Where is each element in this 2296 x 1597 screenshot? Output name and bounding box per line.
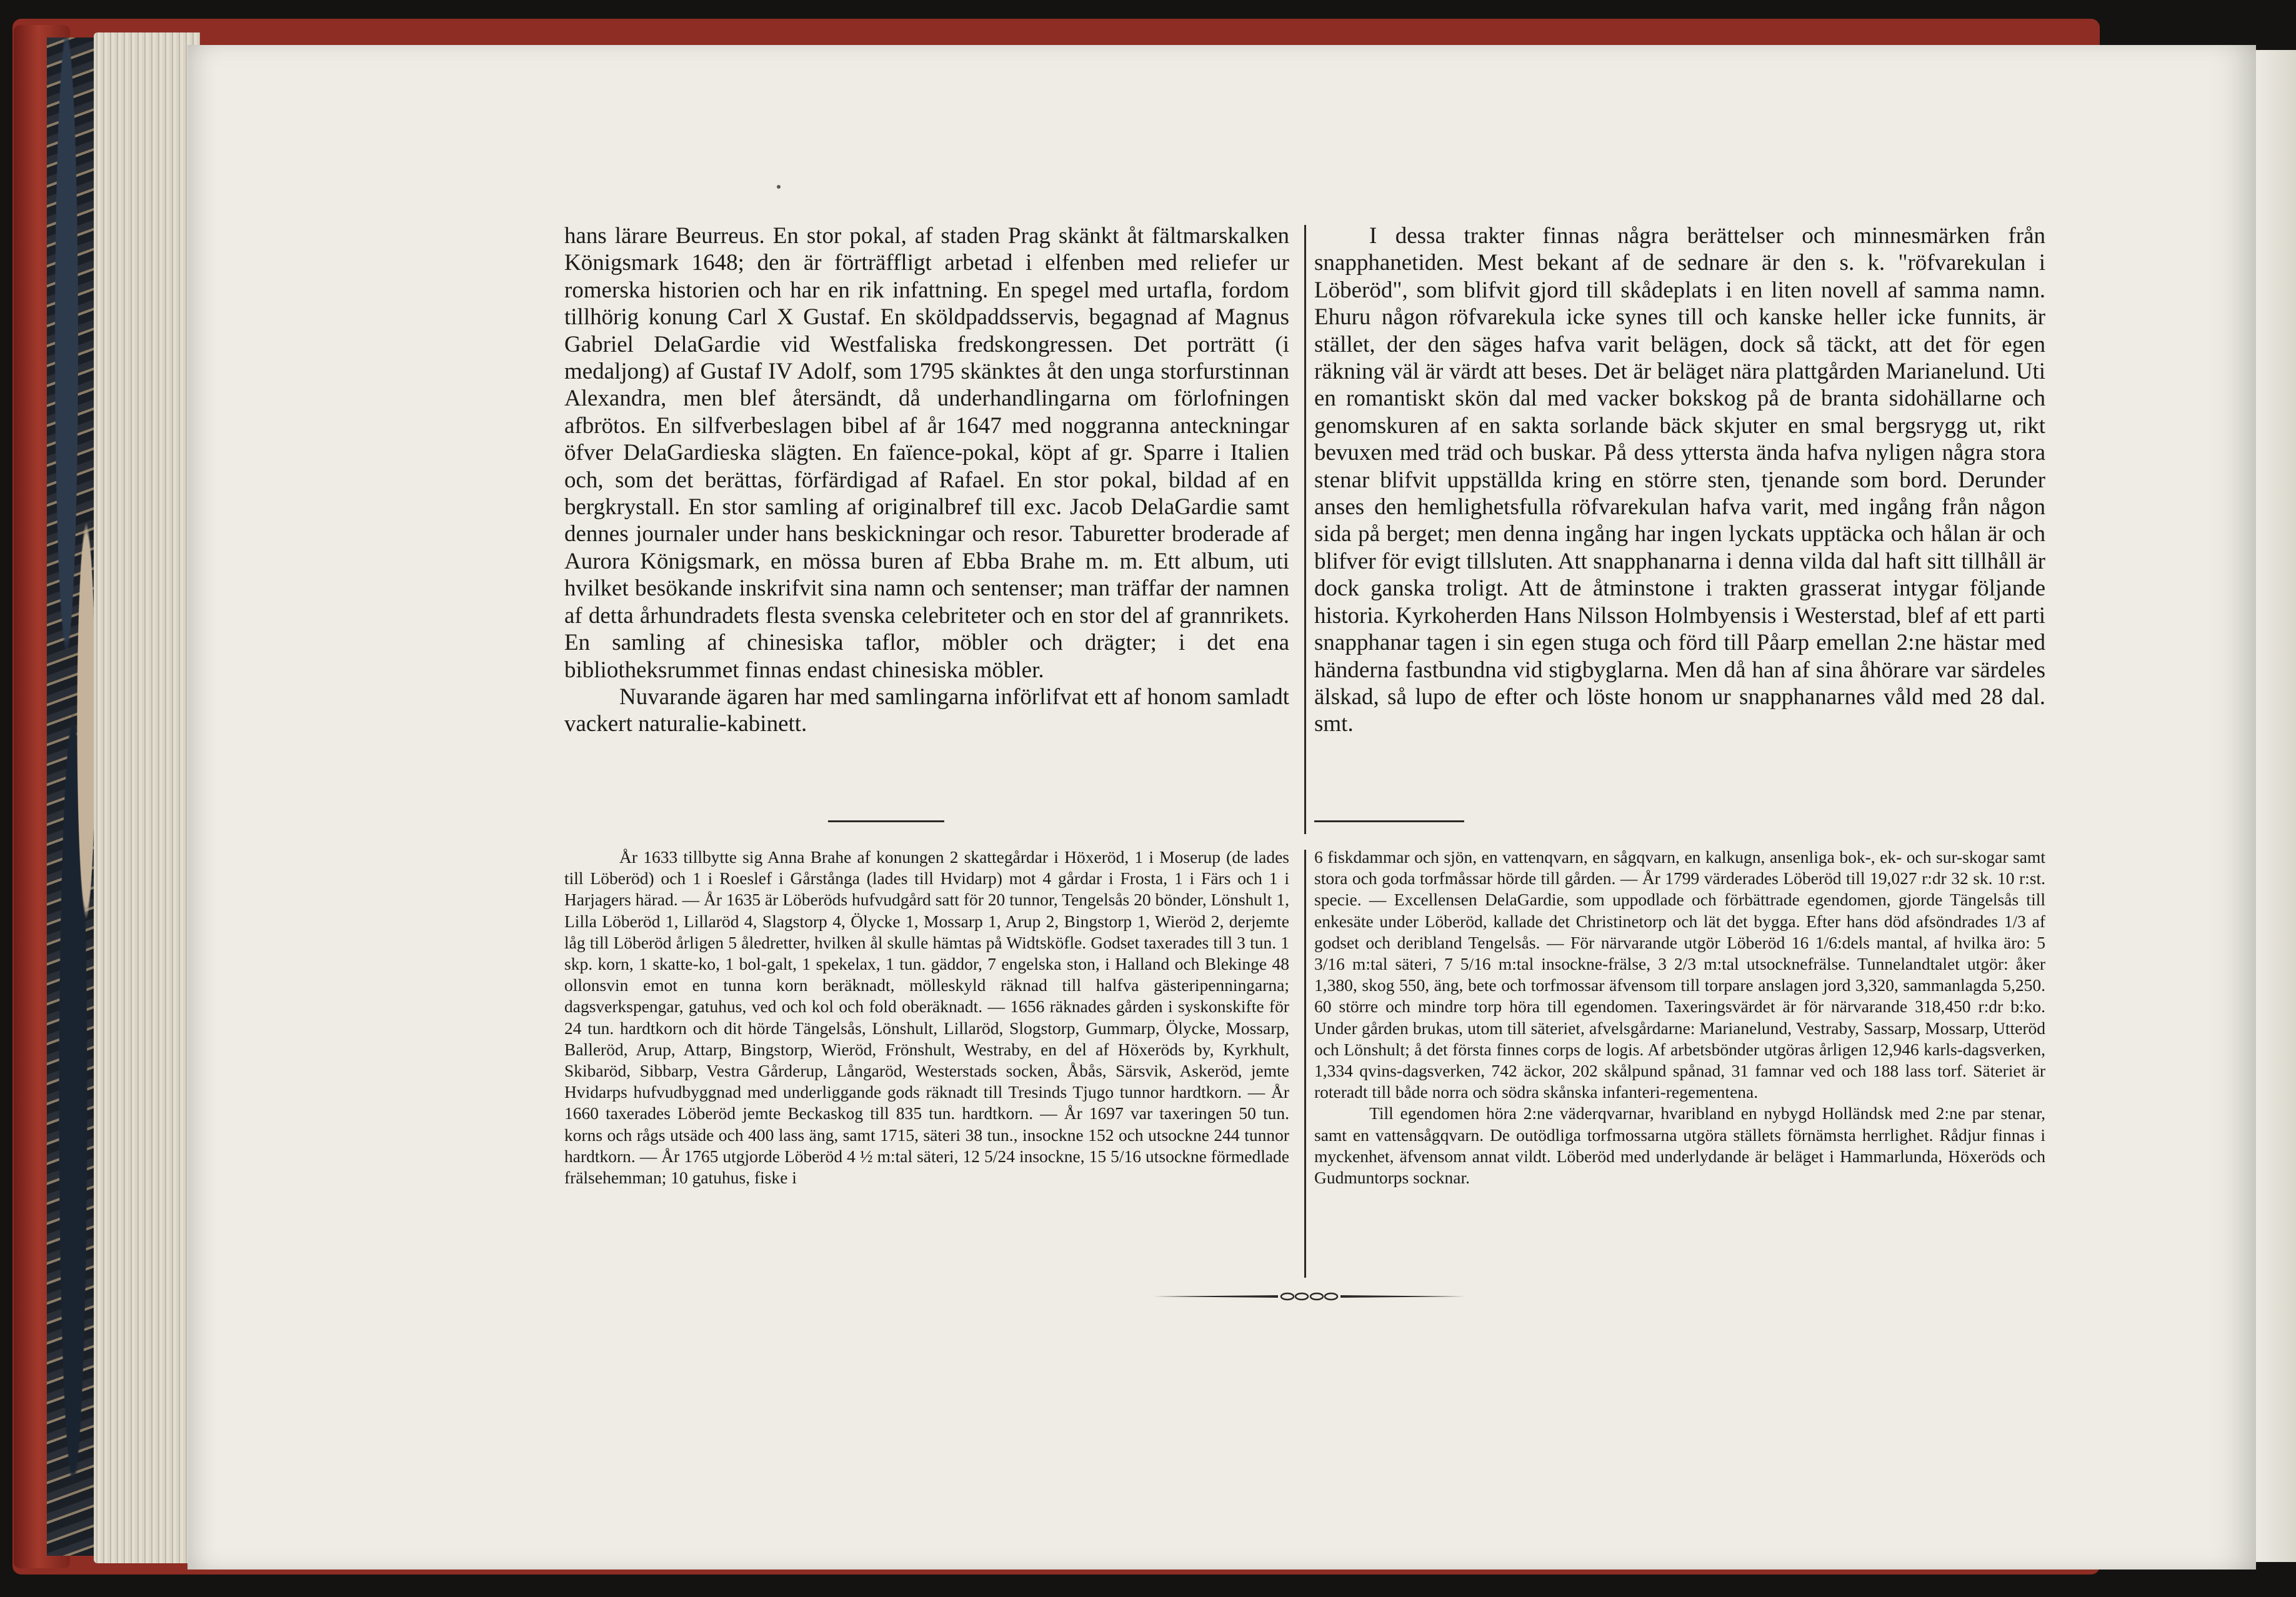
left-paragraph-1: hans lärare Beurreus. En stor pokal, af staden Prag skänkt åt fältmarskalken Königsmark 1648; den är förträffligt arbetad i elfenben med reliefer ur romerska historien och har en rik infattning. En spegel med urtafla, fordom tillhörig konung Carl X Gustaf. En sköldpaddsservis, begagnad af Magnus Gabriel DelaGardie vid Westfaliska fredskongressen. Det porträtt (i medaljong) af Gustaf IV Adolf, som 1795 skänktes åt den unga storfurstinnan Alexandra, men blef återsändt, då underhandlingarna om förlofningen afbrötos. En silfverbeslagen bibel af år 1647 med noggranna anteckningar öfver DelaGardieska slägten. En faïence-pokal, köpt af gr. Sparre i Italien och, som det berättas, förfärdigad af Rafael. En stor pokal, bildad af en bergkrystall. En stor samling af originalbref till exc. Jacob DelaGardie samt dennes journaler under hans beskickningar och resor. Taburetter broderade af Aurora Königsmark, en mössa buren af Ebba Brahe m. m. Ett album, uti hvilket besökande inskrifvit sina namn och sentenser; man träffar der namnen af detta århundradets flesta svenska celebriteter och en stor del af grannrikets. En samling af chinesiska taflor, möbler och drägter; i det ena bibliotheksrummet finnas endast chinesiska möbler. (564, 223, 1289, 683)
footnote-divider (1304, 850, 1306, 1278)
right-column (1314, 222, 2045, 738)
page-speck (777, 185, 781, 189)
left-paragraph-2: Nuvarande ägaren har med samlingarna införlifvat ett af honom samladt vackert naturalie-kabinett. (564, 684, 1289, 737)
page-stack-left (94, 32, 200, 1563)
footnote-rule-left (828, 820, 944, 822)
end-ornament (1153, 1289, 1465, 1304)
footnote-left-text: År 1633 tillbytte sig Anna Brahe af konungen 2 skattegårdar i Höxeröd, 1 i Moserup (de lades till Löberöd) och 1 i Roeslef i Gårstånga (lades till Hvidarp) mot 4 gårdar i Frosta, 1 i Färs och 1 i Harjagers härad. — År 1635 är Löberöds hufvudgård satt för 20 tunnor, Tengelsås 20 bönder, Lönshult 1, Lilla Löberöd 1, Lillaröd 4, Slagstorp 4, Ölycke 1, Mossarp 1, Arup 2, Bingstorp 1, Wieröd 2, derjemte låg till Löberöd årligen 5 åledretter, hvilken ål skulle hämtas på Widtsköfle. Godset taxerades till 3 tun. 1 skp. korn, 1 skatte-ko, 1 bol-galt, 1 spekelax, 1 tun. gäddor, 7 engelska ston, i Halland och Blekinge 48 ollonsvin emot en tunna korn beräknadt, mölleskyld räknad till halfva gästeripenningarna; dagsverkspengar, gatuhus, ved och kol och fold oberäknadt. — 1656 räknades gården i syskonskifte för 24 tun. hardtkorn och dit hörde Tängelsås, Lönshult, Lillaröd, Slogstorp, Gummarp, Ölycke, Mossarp, Balleröd, Arup, Attarp, Bingstorp, Wieröd, Frönshult, Westraby, en del af Höxeröds by, Kyrkhult, Skibaröd, Sibbarp, Vestra Gårderup, Långaröd, Westerstads socken, Åbås, Särsvik, Askeröd, jemte Hvidarps hufvudbyggnad med underliggande gods räknadt till Tresinds Tjugo tunnor hardtkorn. — År 1660 taxerades Löberöd jemte Beckaskog till 835 tun. hardtkorn. — År 1697 var taxeringen 50 tun. korns och rågs utsäde och 400 lass äng, samt 1715, säteri 38 tun., insockne 152 och utsockne 244 tunnor hardtkorn. — År 1765 utgjorde Löberöd 4 ½ m:tal säteri, 12 5/24 insockne, 15 5/16 utsockne förmedlade frälsehemman; 10 gatuhus, fiske i (564, 847, 1289, 1188)
footnote-left (564, 847, 1289, 1188)
left-column (564, 222, 1289, 738)
footnote-right (1314, 847, 2045, 1188)
column-divider (1304, 225, 1306, 834)
footnote-right-paragraph-2: Till egendomen höra 2:ne väderqvarnar, hvaribland en nybygd Holländsk med 2:ne par stenar, samt en vattensågqvarn. De outödliga torfmossarna utgöra ställets förnämsta herrlighet. Rådjur finnas i myckenhet, äfvensom annat vildt. Löberöd med underlydande är beläget i Hammarlunda, Höxeröds och Gudmuntorps socknar. (1314, 1103, 2045, 1188)
footnote-right-paragraph-1: 6 fiskdammar och sjön, en vattenqvarn, en sågqvarn, en kalkugn, ansenliga bok-, ek- och sur-skogar samt stora och goda torfmåssar hörde till gården. — År 1799 värderades Löberöd till 19,027 r:dr 32 sk. 10 r:st. specie. — Excellensen DelaGardie, som uppodlade och förbättrade egendomen, gjorde Tängelsås till enkesäte under Löberöd, kallade det Christinetorp och lät det bygga. Efter hans död afsöndrades 1/3 af godset och deribland Tengelsås. — För närvarande utgör Löberöd 16 1/6:dels mantal, af hvilka äro: 5 3/16 m:tal säteri, 7 5/16 m:tal insockne-frälse, 3 2/3 m:tal utsocknefrälse. Tunnelandtalet utgör: åker 1,380, skog 550, äng, bete och torfmossar äfvensom till torpare anslagen jord 3,320, sammanlagda 5,250. 60 större och mindre torp höra till egendomen. Taxeringsvärdet är för närvarande 318,450 r:dr b:ko. Under gården brukas, utom till säteriet, afvelsgårdarne: Marianelund, Vestraby, Sassarp, Mossarp, Utteröd och Lönshult; å det första finnes corps de logis. Af arbetsbönder utgöras årligen 12,946 karls-dagsverken, 1,334 qvins-dagsverken, 742 äckor, 202 skålpund spånad, 31 famnar ved och 188 lass torf. Säteriet är roteradt till både norra och södra skånska infanteri-regementena. (1314, 847, 2045, 1102)
footnote-rule-right (1314, 820, 1464, 822)
right-paragraph-1: I dessa trakter finnas några berättelser och minnesmärken från snapphanetiden. Mest bekant af de sednare är den s. k. "röfvarekulan i Löberöd", som blifvit gjord till skådeplats i en liten novell af samma namn. Ehuru någon röfvarekula icke synes till och kanske heller icke funnits, är stället, der den säges hafva varit belägen, dock så täckt, att det för egen räkning väl är värdt att beses. Det är beläget nära plattgården Marianelund. Uti en romantiskt skön dal med vacker bokskog på de branta sidohällarne och genomskuren af en sakta sorlande bäck skjuter en smal bergsrygg ut, rikt bevuxen med träd och buskar. På dess yttersta ända hafva nyligen några stora stenar blifvit uppställda kring en större sten, tjenande som bord. Derunder anses den hemlighetsfulla röfvarekulan hafva varit, med ingång från någon sida på berget; men denna ingång har ingen lyckats upptäcka och hålan är och blifver för evigt tillsluten. Att snapphanarna i denna vilda dal haft sitt tillhåll är dock ganska troligt. Att de åtminstone i trakten grasserat intygar följande historia. Kyrkoherden Hans Nilsson Holmbyensis i Westerstad, blef af ett parti snapphanar tagen i sin egen stuga och förd till Påarp emellan 2:ne hästar med händerna fastbundna vid stigbyglarna. Men då han af sina åhörare var särdeles älskad, så lupo de efter och löste honom ur snapphanarnes våld med 28 dal. smt. (1314, 223, 2045, 737)
